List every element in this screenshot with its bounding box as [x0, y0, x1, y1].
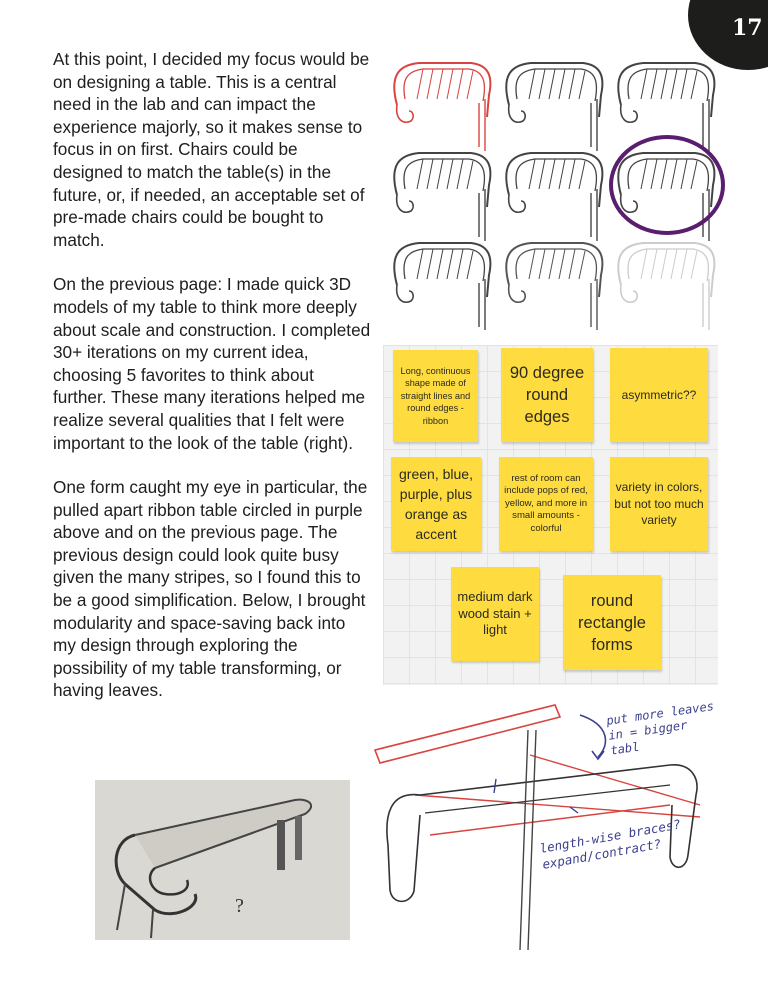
page-number: 17	[732, 15, 763, 41]
sticky-note: asymmetric??	[610, 348, 708, 442]
handwritten-note-leaves: put more leaves in = bigger tabl	[605, 698, 715, 758]
photo-question-mark: ?	[235, 895, 244, 917]
paragraph-3: One form caught my eye in particular, the pulled apart ribbon table circled in purple above and on the previous page. The previous design could look quite busy given the many stripes, so I found this to be a good simplification. Below, I brought modularity and space-saving back into my design through exploring the possibility of my table transforming, or having leaves.	[53, 477, 368, 701]
sticky-note: 90 degree round edges	[501, 348, 593, 442]
paragraph-2: On the previous page: I made quick 3D models of my table to think more deeply about scale and construction. I completed 30+ iterations on my current idea, choosing 5 favorites to think about further. These many iterations helped me realize several qualities that I felt were important to the look of the table (right).	[53, 274, 371, 453]
sticky-note: green, blue, purple, plus orange as accent	[391, 457, 481, 551]
sketch-row-3	[394, 243, 714, 330]
paragraph-1: At this point, I decided my focus would be on designing a table. This is a central need in the lab and can impact the experience majorly, so it makes sense to focus in on first. Chairs could be designed to match the table(s) in the future, or, if needed, an acceptable set of pre-made chairs could be bought to match.	[53, 49, 370, 250]
sticky-note: variety in colors, but not too much variety	[610, 457, 708, 551]
sticky-note: rest of room can include pops of red, yellow, and more in small amounts - colorful	[499, 457, 593, 551]
sticky-note: round rectangle forms	[563, 575, 661, 670]
sketch-row-2	[394, 153, 714, 241]
sticky-note: Long, continuous shape made of straight lines and round edges - ribbon	[393, 350, 478, 442]
table-iterations-sketch	[383, 45, 728, 330]
ribbon-table-model	[95, 780, 350, 940]
model-photo	[95, 780, 350, 940]
sticky-note-board	[383, 345, 718, 685]
body-text	[53, 48, 371, 724]
handwritten-note-braces: length-wise braces? expand/contract?	[538, 816, 682, 872]
sticky-note: medium dark wood stain + light	[451, 567, 539, 661]
